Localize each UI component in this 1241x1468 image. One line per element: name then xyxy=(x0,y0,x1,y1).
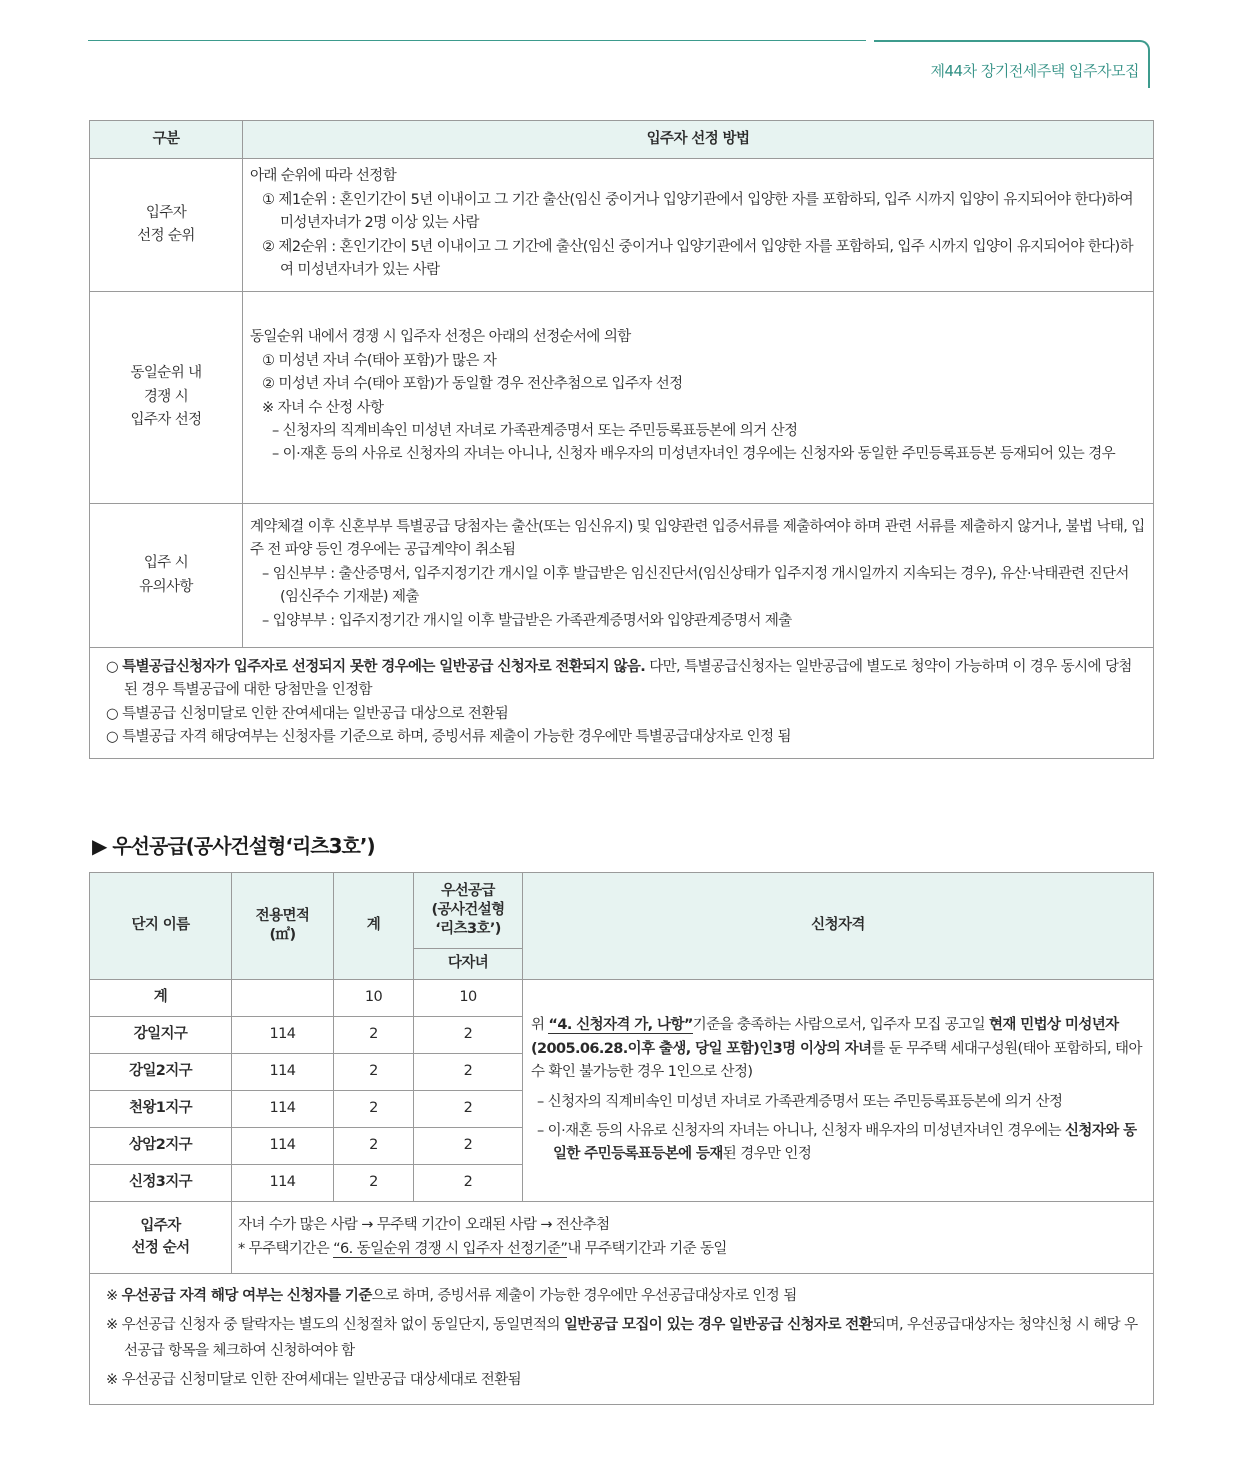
note-bold-text: 우선공급 자격 해당 여부는 신청자를 기준 xyxy=(121,1288,372,1304)
note-text: 우선공급 신청자 중 탈락자는 별도의 신청절차 없이 동일단지, 동일면적의 xyxy=(121,1317,564,1334)
intro-text: 계약체결 이후 신혼부부 특별공급 당첨자는 출산(또는 임신유지) 및 입양관련 입증서류를 제출하여야 하며 관련 서류를 제출하지 않거나, 불법 낙태, 입주 전 파양 등인 경우에는 공급계약이 취소됨 xyxy=(250,518,1145,559)
complex-name: 계 xyxy=(90,980,232,1017)
column-header-total: 계 xyxy=(334,873,414,980)
page-header-title: 제44차 장기전세주택 입주자모집 xyxy=(930,62,1139,80)
total-value: 2 xyxy=(334,1017,414,1054)
selection-order-row xyxy=(90,1202,1154,1274)
reference-mark: ※ xyxy=(106,1288,118,1304)
table-row xyxy=(90,159,1154,292)
sub-item: – 이·재혼 등의 사유로 신청자의 자녀는 아니나, 신청자 배우자의 미성년자녀인 경우에는 신청자와 동일한 주민등록표등본 등재되어 있는 경우 xyxy=(272,446,1116,463)
category-line: 입주자 xyxy=(145,204,187,221)
area-value: 114 xyxy=(232,1165,334,1202)
table-header-row xyxy=(90,873,1154,949)
category-line: 경쟁 시 xyxy=(143,388,189,405)
column-header-priority xyxy=(414,873,523,949)
header-line: (공사건설형 xyxy=(431,902,505,919)
table-row xyxy=(90,980,1154,1017)
complex-name: 강일지구 xyxy=(90,1017,232,1054)
row-category xyxy=(90,504,243,648)
qual-text: – 이·재혼 등의 사유로 신청자의 자녀는 아니나, 신청자 배우자의 미성년자녀인 경우에는 xyxy=(537,1122,1066,1139)
selection-order-label xyxy=(90,1202,232,1274)
qual-detail: – 신청자의 직계비속인 미성년 자녀로 가족관계증명서 또는 주민등록표등본에 의거 산정 xyxy=(537,1093,1063,1110)
notes-cell xyxy=(90,1274,1154,1405)
multi-child-value: 10 xyxy=(414,980,523,1017)
notes-row xyxy=(90,1274,1154,1405)
header-rule xyxy=(88,40,866,41)
list-item: ① 미성년 자녀 수(태아 포함)가 많은 자 xyxy=(262,352,497,369)
label-line: 선정 순서 xyxy=(131,1239,190,1256)
total-value: 2 xyxy=(334,1128,414,1165)
total-value: 10 xyxy=(334,980,414,1017)
multi-child-value: 2 xyxy=(414,1165,523,1202)
table-header-row xyxy=(90,121,1154,159)
qual-text: 위 xyxy=(531,1017,549,1034)
reference-mark: ※ xyxy=(106,1372,118,1389)
bullet: ○ xyxy=(106,705,119,722)
table-row xyxy=(90,504,1154,648)
reference-mark: ※ xyxy=(106,1317,118,1334)
note-item xyxy=(98,726,1145,749)
area-value: 114 xyxy=(232,1017,334,1054)
complex-name: 천왕1지구 xyxy=(90,1091,232,1128)
note-text: 내 무주택기간과 기준 동일 xyxy=(567,1240,727,1257)
intro-text: 아래 순위에 따라 선정함 xyxy=(250,168,397,185)
list-item: – 입양부부 : 입주지정기간 개시일 이후 발급받은 가족관계증명서와 입양관계증명서 제출 xyxy=(262,612,792,629)
intro-text: 동일순위 내에서 경쟁 시 입주자 선정은 아래의 선정순서에 의함 xyxy=(250,329,631,346)
triangle-icon: ▶ xyxy=(92,834,107,858)
sub-item: – 신청자의 직계비속인 미성년 자녀로 가족관계증명서 또는 주민등록표등본에 의거 산정 xyxy=(272,422,798,439)
list-item: ※ 자녀 수 산정 사항 xyxy=(262,399,384,416)
note-item xyxy=(98,656,1145,703)
category-line: 유의사항 xyxy=(139,578,193,595)
note-item xyxy=(98,703,1145,726)
header-line: (㎡) xyxy=(269,927,296,943)
note-text: * 무주택기간은 xyxy=(238,1240,334,1257)
area-value xyxy=(232,980,334,1017)
notes-cell xyxy=(90,648,1154,759)
rank-item: ① 제1순위 : 혼인기간이 5년 이내이고 그 기간 출산(임신 중이거나 입양기관에서 입양한 자를 포함하되, 입주 시까지 입양이 유지되어야 한다)하여 미성년자녀가 2명 이상 있는 사람 xyxy=(262,191,1134,232)
complex-name: 상암2지구 xyxy=(90,1128,232,1165)
section-title xyxy=(92,830,375,859)
column-header-name: 단지 이름 xyxy=(90,873,232,980)
total-value: 2 xyxy=(334,1165,414,1202)
total-value: 2 xyxy=(334,1091,414,1128)
complex-name: 신정3지구 xyxy=(90,1165,232,1202)
list-item: – 임신부부 : 출산증명서, 입주지정기간 개시일 이후 발급받은 임신진단서(임신상태가 입주지정 개시일까지 지속되는 경우), 유산·낙태관련 진단서(임신주수 기재분) 제출 xyxy=(262,565,1129,606)
complex-name: 강일2지구 xyxy=(90,1054,232,1091)
bullet: ○ xyxy=(106,659,119,675)
row-description xyxy=(243,159,1154,292)
notes-row xyxy=(90,648,1154,759)
bullet: ○ xyxy=(106,729,119,746)
note-item xyxy=(98,1368,1145,1393)
category-line: 선정 순위 xyxy=(137,228,195,244)
qual-text: 를 둔 무주택 세대구성원(태아 포함하되, 태아 수 확인 불가능한 경우 1인으로 산정) xyxy=(531,1040,1142,1081)
multi-child-value: 2 xyxy=(414,1054,523,1091)
note-item xyxy=(98,1284,1145,1309)
note-text: 특별공급 자격 해당여부는 신청자를 기준으로 하며, 증빙서류 제출이 가능한 경우에만 특별공급대상자로 인정 됨 xyxy=(122,729,791,746)
row-category xyxy=(90,159,243,292)
note-bold-text: 특별공급신청자가 입주자로 선정되지 못한 경우에는 일반공급 신청자로 전환되지 않음. xyxy=(122,659,646,675)
qualification-cell xyxy=(523,980,1154,1202)
qualification-paragraph xyxy=(531,1014,1147,1084)
priority-supply-table xyxy=(89,872,1154,1405)
table-row xyxy=(90,292,1154,504)
row-description xyxy=(243,504,1154,648)
note-text: 우선공급 신청미달로 인한 잔여세대는 일반공급 대상세대로 전환됨 xyxy=(121,1372,522,1389)
qual-reference: “4. 신청자격 가, 나항” xyxy=(548,1017,693,1034)
header-line: ‘리츠3호’) xyxy=(435,920,501,937)
selection-order-note xyxy=(238,1238,1147,1261)
qual-text: 기준을 충족하는 사람으로서, 입주자 모집 공고일 xyxy=(692,1017,989,1034)
list-item: ② 미성년 자녀 수(태아 포함)가 동일할 경우 전산추첨으로 입주자 선정 xyxy=(262,376,683,393)
column-header-area xyxy=(232,873,334,980)
column-header-method: 입주자 선정 방법 xyxy=(243,121,1154,159)
column-header-category: 구분 xyxy=(90,121,243,159)
qual-text: 된 경우만 인정 xyxy=(722,1146,812,1163)
note-text: 다만, 특별공급신청자는 일반공급에 별도로 청약이 가능하며 이 경우 동시에 당첨된 경우 특별공급에 대한 당첨만을 인정함 xyxy=(124,659,1132,699)
row-description xyxy=(243,292,1154,504)
special-supply-selection-table xyxy=(89,120,1154,759)
selection-order-text: 자녀 수가 많은 사람 → 무주택 기간이 오래된 사람 → 전산추첨 xyxy=(238,1217,610,1234)
header-line: 전용면적 xyxy=(255,908,310,925)
note-text: 으로 하며, 증빙서류 제출이 가능한 경우에만 우선공급대상자로 인정 됨 xyxy=(371,1288,797,1304)
qual-detail xyxy=(531,1120,1147,1167)
category-line: 동일순위 내 xyxy=(130,365,202,382)
qual-bold-text: 신청자와 동일한 주민등록표등본에 등재 xyxy=(553,1122,1137,1163)
rank-item: ② 제2순위 : 혼인기간이 5년 이내이고 그 기간에 출산(임신 중이거나 입양기관에서 입양한 자를 포함하되, 입주 시까지 입양이 유지되어야 한다)하여 미성년자녀가 있는 사람 xyxy=(262,238,1134,279)
section-title-text: 우선공급(공사건설형‘리츠3호’) xyxy=(112,834,375,858)
total-value: 2 xyxy=(334,1054,414,1091)
area-value: 114 xyxy=(232,1091,334,1128)
column-header-multi-child: 다자녀 xyxy=(414,949,523,980)
note-text: 특별공급 신청미달로 인한 잔여세대는 일반공급 대상으로 전환됨 xyxy=(122,705,509,722)
area-value: 114 xyxy=(232,1128,334,1165)
note-bold-text: 일반공급 모집이 있는 경우 일반공급 신청자로 전환 xyxy=(563,1317,873,1334)
category-line: 입주 시 xyxy=(143,555,189,572)
header-line: 우선공급 xyxy=(441,883,495,900)
multi-child-value: 2 xyxy=(414,1091,523,1128)
note-reference: “6. 동일순위 경쟁 시 입주자 선정기준” xyxy=(333,1240,568,1257)
area-value: 114 xyxy=(232,1054,334,1091)
category-line: 입주자 선정 xyxy=(130,412,202,429)
multi-child-value: 2 xyxy=(414,1128,523,1165)
multi-child-value: 2 xyxy=(414,1017,523,1054)
note-text: 되며, 우선공급대상자는 청약신청 시 해당 우선공급 항목을 체크하여 신청하여야 함 xyxy=(124,1317,1138,1359)
selection-order-detail xyxy=(232,1202,1154,1274)
row-category xyxy=(90,292,243,504)
note-item xyxy=(98,1313,1145,1364)
qual-bold-text: 현재 민법상 미성년자(2005.06.28.이후 출생, 당일 포함)인3명 이상의 자녀 xyxy=(531,1017,1119,1057)
column-header-qualification: 신청자격 xyxy=(523,873,1154,980)
label-line: 입주자 xyxy=(140,1218,181,1235)
